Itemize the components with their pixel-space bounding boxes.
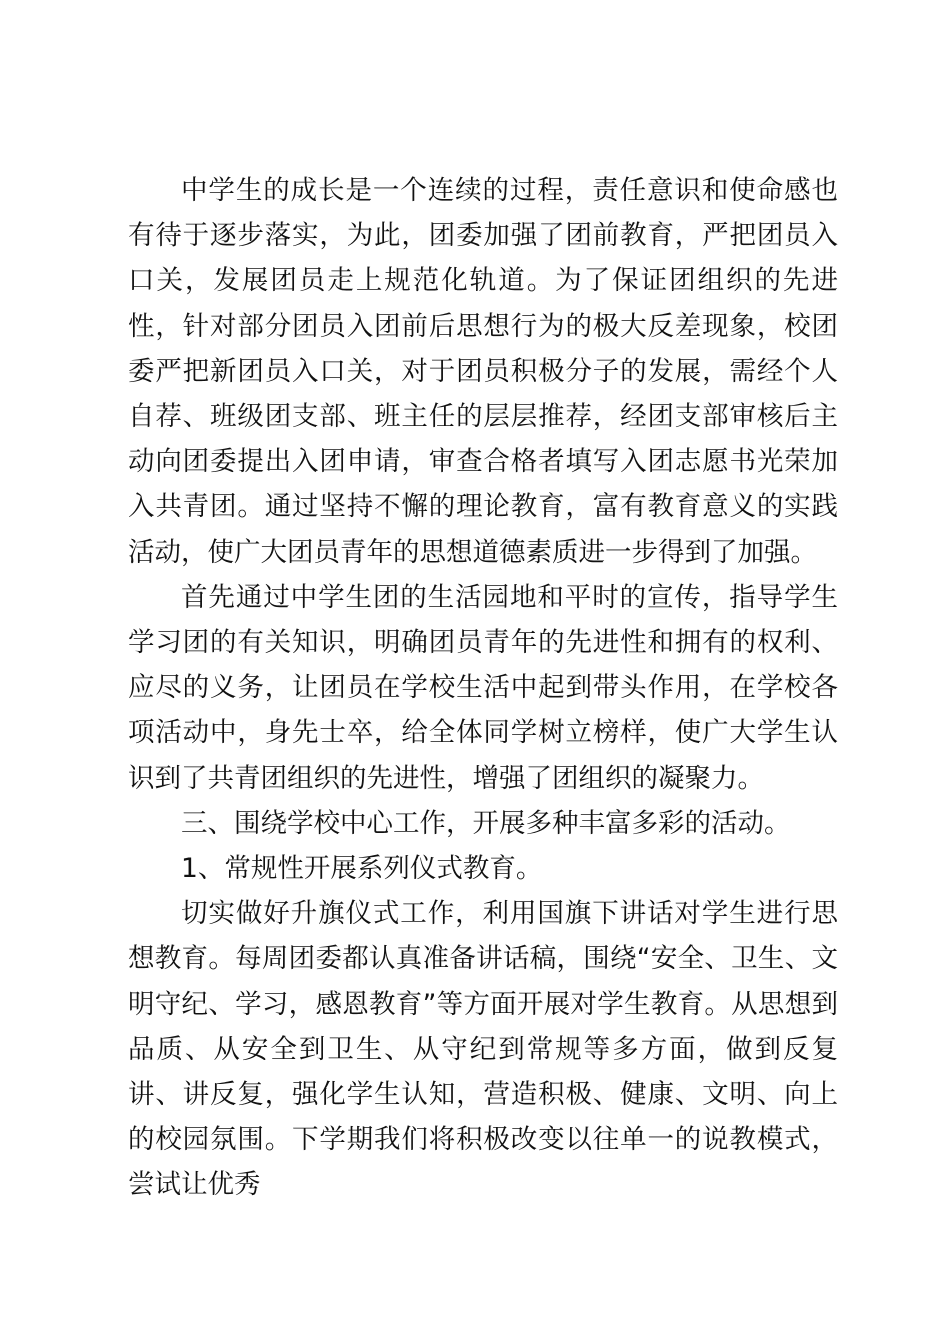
section-heading-activities: 三、围绕学校中心工作，开展多种丰富多彩的活动。 — [181, 807, 791, 839]
paragraph-team-publicity: 首先通过中学生团的生活园地和平时的宣传，指导学生学习团的有关知识，明确团员青年的先进性和拥有的权利、应尽的义务，让团员在学校生活中起到带头作用，在学校各项活动中，身先士卒，给全体同学树立榜样，使广大学生认识到了共青团组织的先进性，增强了团组织的凝聚力。 — [128, 581, 838, 794]
subsection-heading-ceremony: 1、常规性开展系列仪式教育。 — [181, 853, 543, 885]
paragraph-team-admission: 中学生的成长是一个连续的过程，责任意识和使命感也有待于逐步落实，为此，团委加强了团前教育，严把团员入口关，发展团员走上规范化轨道。为了保证团组织的先进性，针对部分团员入团前后思想行为的极大反差现象，校团委严把新团员入口关，对于团员积极分子的发展，需经个人自荐、班级团支部、班主任的层层推荐，经团支部审核后主动向团委提出入团申请，审查合格者填写入团志愿书光荣加入共青团。通过坚持不懈的理论教育，富有教育意义的实践活动，使广大团员青年的思想道德素质进一步得到了加强。 — [128, 175, 838, 568]
document-body — [128, 168, 838, 1208]
paragraph-flag-ceremony: 切实做好升旗仪式工作，利用国旗下讲话对学生进行思想教育。每周团委都认真准备讲话稿，围绕“安全、卫生、文明守纪、学习，感恩教育”等方面开展对学生教育。从思想到品质、从安全到卫生、从守纪到常规等多方面，做到反复讲、讲反复，强化学生认知，营造积极、健康、文明、向上的校园氛围。下学期我们将积极改变以往单一的说教模式，尝试让优秀 — [128, 898, 838, 1201]
